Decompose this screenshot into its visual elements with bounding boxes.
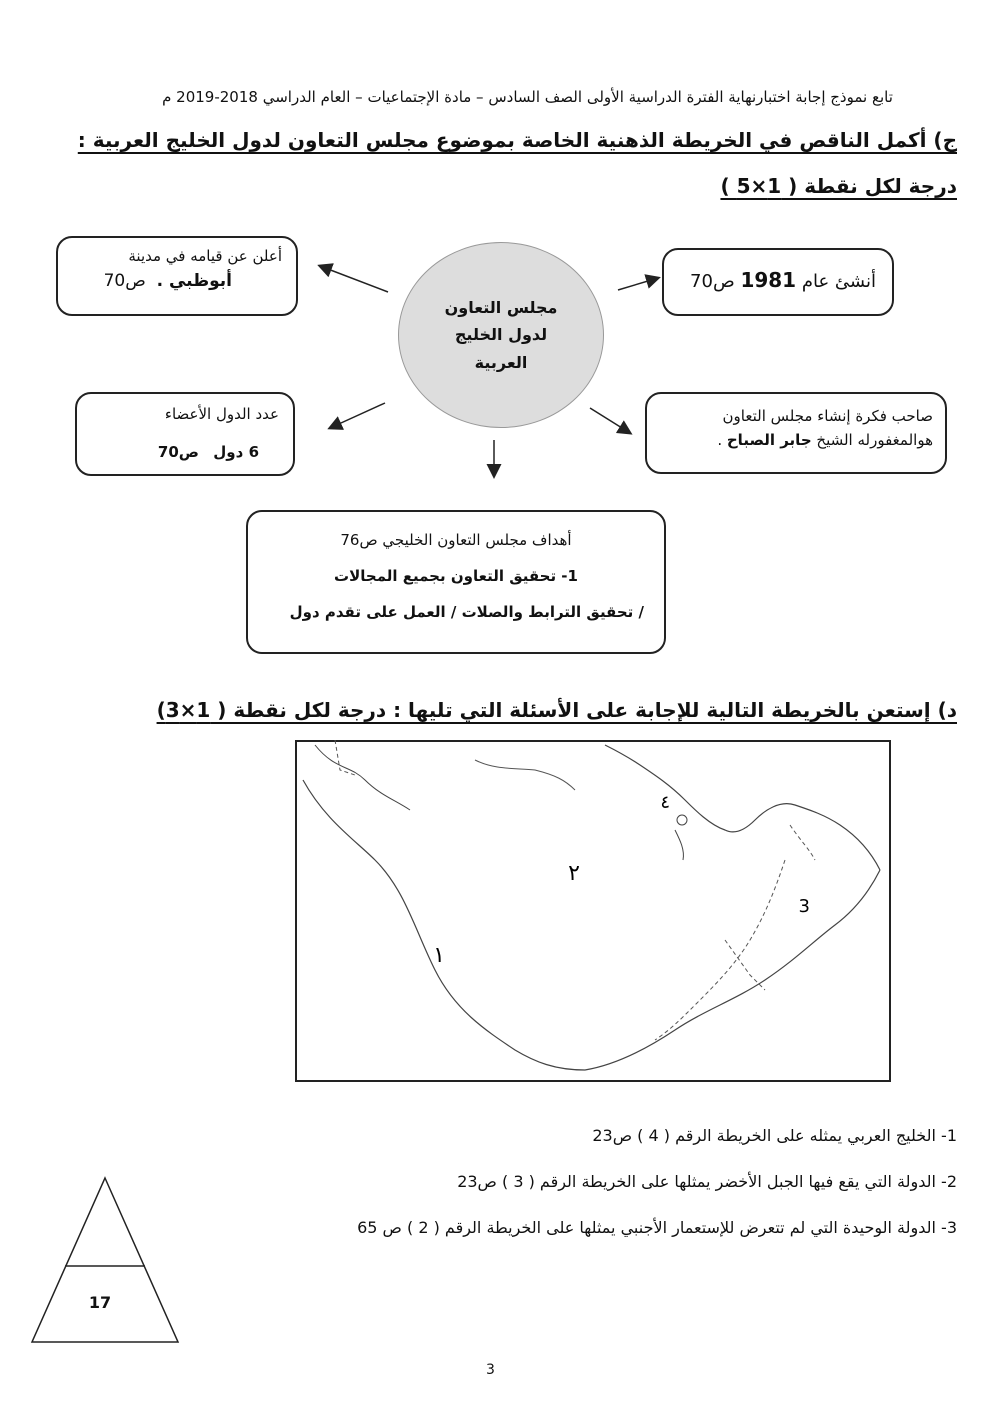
question-1: 1- الخليج العربي يمثله على الخريطة الرقم ( 4 ) ص23: [592, 1126, 957, 1145]
center-line-3: العربية: [474, 352, 528, 372]
center-line-1: مجلس التعاون: [444, 298, 558, 318]
founded-page: ص70: [690, 271, 741, 292]
center-line-2: لدول الخليج: [454, 325, 548, 345]
idea-box: [645, 392, 947, 474]
map-label-1: ١: [433, 943, 445, 968]
members-box: [75, 392, 295, 476]
page-header: تابع نموذج إجابة اختبارنهاية الفترة الدراسية الأولى الصف السادس – مادة الإجتماعيات – العام الدراسي 2018-2019 م: [162, 88, 893, 106]
question-2: 2- الدولة التي يقع فيها الجبل الأخضر يمثلها على الخريطة الرقم ( 3 ) ص23: [457, 1172, 957, 1191]
members-label: عدد الدول الأعضاء: [164, 405, 279, 423]
arrow-to-founded: [618, 278, 658, 290]
idea-end: .: [717, 431, 727, 449]
announced-page: ص70: [103, 271, 146, 291]
idea-line-1: صاحب فكرة إنشاء مجلس التعاون: [722, 407, 933, 425]
announced-city: أبوظبي .: [156, 271, 232, 291]
section-d-title: د) إستعن بالخريطة التالية للإجابة على الأسئلة التي تليها : درجة لكل نقطة ( 1×3): [156, 698, 957, 722]
arabian-peninsula-map: [295, 740, 891, 1082]
arrow-to-idea: [590, 408, 630, 433]
idea-name: جابر الصباح: [726, 431, 812, 449]
map-label-3: 3: [798, 896, 810, 917]
founded-box: [662, 248, 894, 316]
goals-line-2: / تحقيق الترابط والصلات / العمل على تقدم دول: [289, 603, 644, 621]
goals-line-1: 1- تحقيق التعاون بجميع المجالات: [334, 567, 578, 585]
idea-line-2: هوالمغفورله الشيخ: [811, 431, 933, 449]
map-label-2: ٢: [568, 861, 580, 886]
map-label-4: ٤: [660, 792, 670, 813]
goals-title: أهداف مجلس التعاون الخليجي ص76: [340, 531, 572, 549]
section-c-title: ج) أكمل الناقص في الخريطة الذهنية الخاصة بموضوع مجلس التعاون لدول الخليج العربية :: [77, 128, 957, 152]
arrow-to-members: [330, 403, 385, 428]
founded-year: 1981: [740, 268, 797, 292]
announced-line-1: أعلن عن قيامه في مدينة: [128, 247, 282, 265]
arrow-to-announced: [320, 266, 388, 292]
goals-box: [246, 510, 666, 654]
members-value: 6 دول: [213, 443, 259, 461]
members-page: ص70: [157, 443, 199, 461]
founded-prefix: أنشئ عام: [796, 271, 876, 292]
score-pyramid: [30, 1176, 180, 1344]
section-c-score: درجة لكل نقطة ( 1×5 ): [720, 174, 957, 198]
page-number: 3: [486, 1362, 495, 1378]
announced-box: [56, 236, 298, 316]
mind-map-center: [398, 242, 604, 428]
pyramid-score: 17: [88, 1293, 112, 1312]
question-3: 3- الدولة الوحيدة التي لم تتعرض للإستعمار الأجنبي يمثلها على الخريطة الرقم ( 2 ) ص 65: [357, 1218, 957, 1237]
